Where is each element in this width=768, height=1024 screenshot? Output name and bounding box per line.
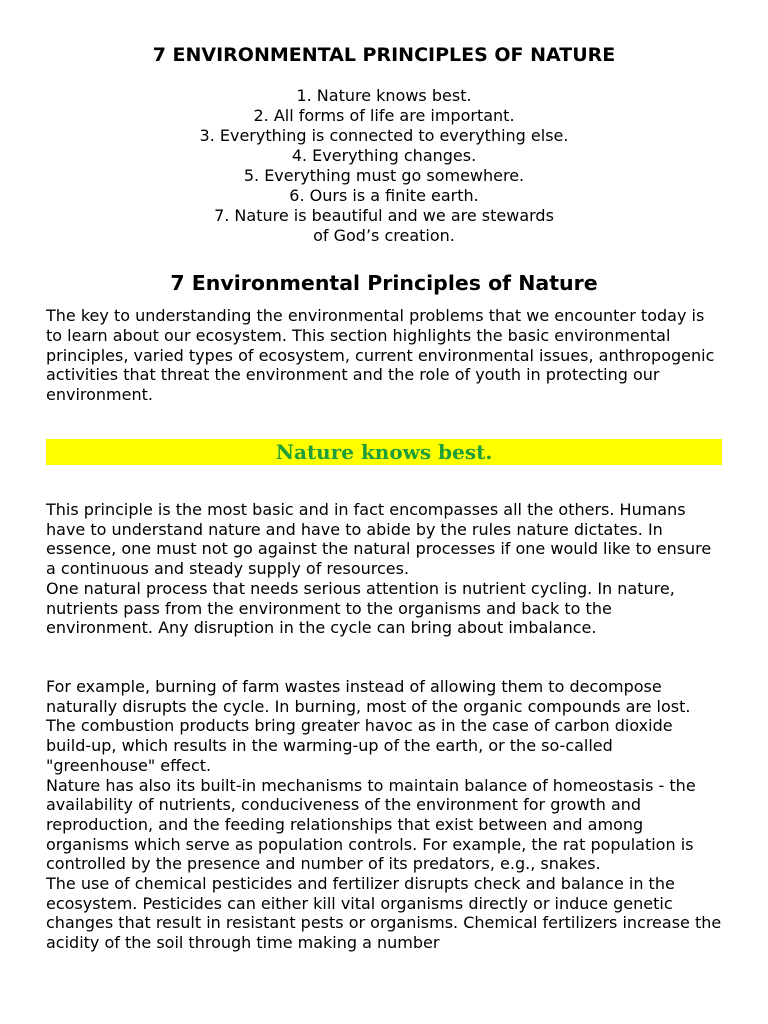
banner-heading: Nature knows best. [275,440,493,464]
principle-item: 6. Ours is a finite earth. [289,186,479,205]
principle-item: 2. All forms of life are important. [253,106,515,125]
body-paragraph: One natural process that needs serious attention is nutrient cycling. In nature, nutrients pass from the environment to the organisms and back to the environment. Any disruption in the cycle can bring about imbalance. [46,578,675,638]
body-block-2 [46,677,722,953]
principle-item: 7. Nature is beautiful and we are stewards [214,206,554,225]
section-title: 7 Environmental Principles of Nature [170,271,598,295]
principle-item: 4. Everything changes. [291,146,477,165]
principle-item: 1. Nature knows best. [296,86,472,105]
intro-paragraph: The key to understanding the environmental problems that we encounter today is to learn about our ecosystem. This section highlights the basic environmental principles, varied types of ecosystem, current environmental issues, anthropogenic activities that threat the environment and the role of youth in protecting our environment. [46,306,715,405]
body-paragraph: For example, burning of farm wastes instead of allowing them to decompose naturally disrupts the cycle. In burning, most of the organic compounds are lost. The combustion products bring greater havoc as in the case of carbon dioxide build-up, which results in the warming-up of the earth, or the so-called "greenhouse" effect. [46,677,691,775]
principles-list [46,86,722,246]
body-paragraph: This principle is the most basic and in fact encompasses all the others. Humans have to understand nature and have to abide by the rules nature dictates. In essence, one must not go against the natural processes if one would like to ensure a continuous and steady supply of resources. [46,500,712,579]
principle-item: of God’s creation. [313,226,455,245]
body-paragraph: The use of chemical pesticides and fertilizer disrupts check and balance in the ecosystem. Pesticides can either kill vital organisms directly or induce genetic changes that result in resistant pests or organisms. Chemical fertilizers increase the acidity of the soil through time making a number [46,874,722,953]
principle-banner [46,439,722,465]
principle-item: 5. Everything must go somewhere. [243,166,525,185]
principle-item: 3. Everything is connected to everything else. [199,126,569,145]
body-paragraph: Nature has also its built-in mechanisms to maintain balance of homeostasis - the availability of nutrients, conduciveness of the environment for growth and reproduction, and the feeding relationships that exist between and among organisms which serve as population controls. For example, the rat population is controlled by the presence and number of its predators, e.g., snakes. [46,775,696,874]
body-block-1 [46,500,722,638]
document-title: 7 ENVIRONMENTAL PRINCIPLES OF NATURE [152,44,616,66]
